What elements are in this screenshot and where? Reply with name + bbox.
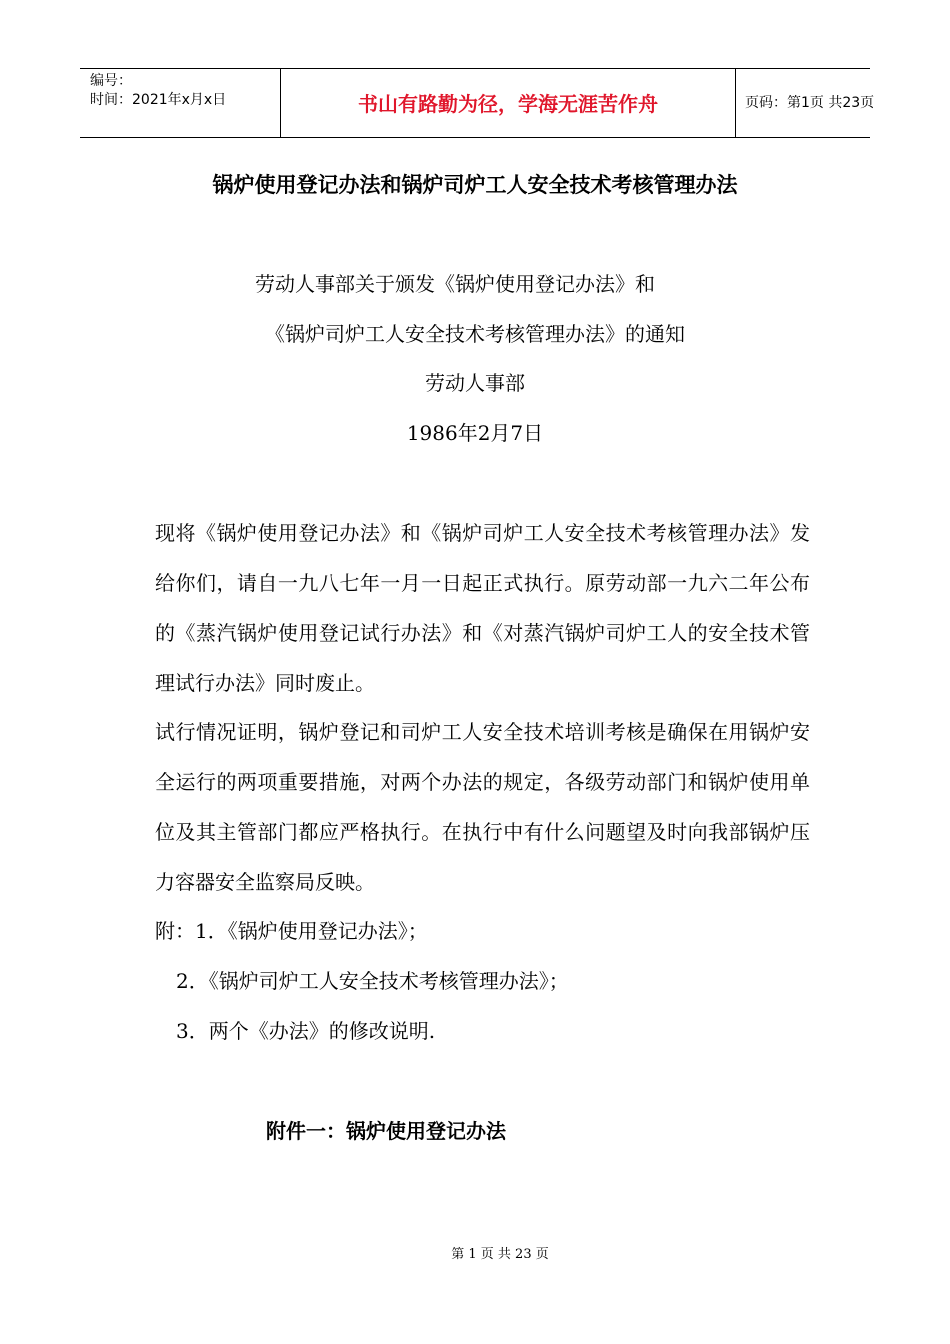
notice-date: 1986年2月7日 xyxy=(406,421,544,445)
page-header xyxy=(80,68,875,138)
attachment-item-2: 2．《锅炉司炉工人安全技术考核管理办法》； xyxy=(176,969,569,993)
notice-issuer: 劳动人事部 xyxy=(425,371,525,395)
header-page-cell xyxy=(735,69,875,137)
page-footer: 第 1 页 共 23 页 xyxy=(451,1247,549,1262)
header-info-cell xyxy=(80,69,280,137)
annex-heading: 附件一：锅炉使用登记办法 xyxy=(266,1119,506,1143)
notice-line-1: 劳动人事部关于颁发《锅炉使用登记办法》和 xyxy=(255,272,655,296)
header-motto-cell xyxy=(280,69,736,137)
document-time-label: 时间：2021年x月x日 xyxy=(90,92,227,108)
notice-line-2: 《锅炉司炉工人安全技术考核管理办法》的通知 xyxy=(265,322,685,346)
header-motto: 书山有路勤为径，学海无涯苦作舟 xyxy=(358,92,658,116)
header-page-info: 页码：第1页 共23页 xyxy=(745,95,875,111)
document-title: 锅炉使用登记办法和锅炉司炉工人安全技术考核管理办法 xyxy=(212,172,738,197)
document-number-label: 编号： xyxy=(90,73,132,89)
body-paragraph-1: 现将《锅炉使用登记办法》和《锅炉司炉工人安全技术考核管理办法》发给你们，请自一九八七年一月一日起正式执行。原劳动部一九六二年公布的《蒸汽锅炉使用登记试行办法》和《对蒸汽锅炉司炉工人的安全技术管理试行办法》同时废止。 xyxy=(155,521,810,695)
body-paragraph-2: 试行情况证明，锅炉登记和司炉工人安全技术培训考核是确保在用锅炉安全运行的两项重要措施，对两个办法的规定，各级劳动部门和锅炉使用单位及其主管部门都应严格执行。在执行中有什么问题望及时向我部锅炉压力容器安全监察局反映。 xyxy=(155,720,810,894)
attachment-item-1: 附：1．《锅炉使用登记办法》； xyxy=(155,919,428,943)
attachment-item-3: 3．两个《办法》的修改说明. xyxy=(176,1019,436,1043)
